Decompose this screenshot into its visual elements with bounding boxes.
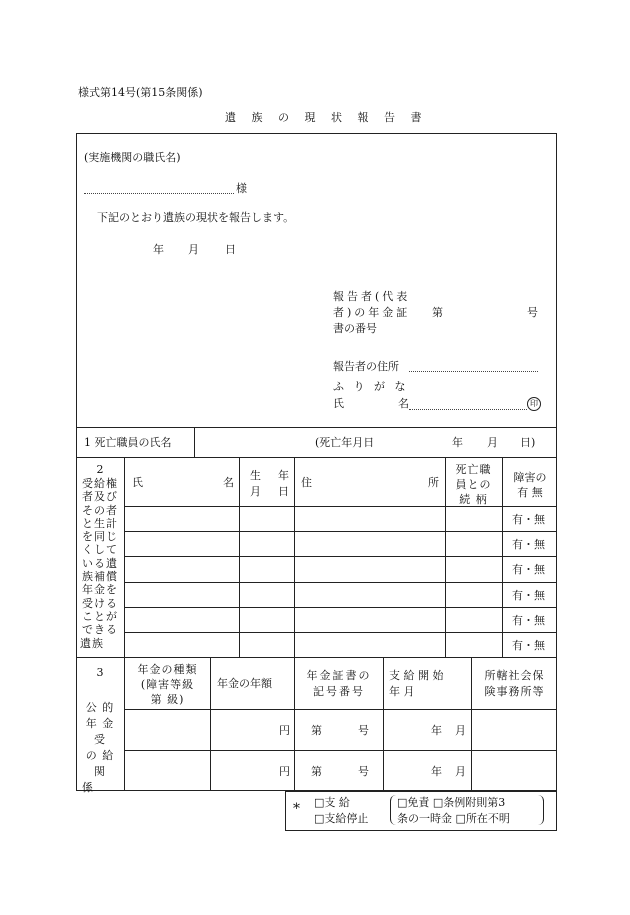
option-exempt[interactable]: □免責 □条例附則第3 bbox=[397, 796, 506, 809]
option-suspend[interactable]: □支給停止 bbox=[314, 812, 369, 825]
death-month: 月 bbox=[487, 436, 498, 449]
section2-number: 2 bbox=[96, 463, 104, 476]
row5-disability[interactable]: 有・無 bbox=[512, 614, 545, 627]
seal-icon: 印 bbox=[527, 397, 541, 411]
col-name-shi: 氏 bbox=[132, 476, 143, 489]
death-year: 年 bbox=[452, 436, 463, 449]
col-address-ju: 住 bbox=[301, 476, 312, 489]
col-address-sho: 所 bbox=[428, 476, 439, 489]
row1-yen: 円 bbox=[279, 724, 290, 737]
cert-label-1: 報告者(代表 bbox=[333, 290, 411, 303]
section1-label: 1 死亡職員の氏名 bbox=[84, 436, 172, 449]
row2-year: 年 bbox=[431, 765, 442, 778]
col-birth-1: 生 bbox=[250, 469, 261, 482]
row2-disability[interactable]: 有・無 bbox=[512, 538, 545, 551]
agency-name-line[interactable] bbox=[84, 193, 234, 194]
col-birth-4: 日 bbox=[278, 485, 289, 498]
form-number: 様式第14号(第15条関係) bbox=[78, 86, 203, 99]
death-day: 日) bbox=[520, 436, 536, 449]
col-office: 所轄社会保 険事務所等 bbox=[484, 669, 545, 698]
row1-dai: 第 bbox=[311, 724, 322, 737]
name-shi: 氏 bbox=[333, 397, 344, 410]
kana-label: ふ り が な bbox=[333, 380, 409, 393]
row2-go: 号 bbox=[358, 765, 369, 778]
row2-dai: 第 bbox=[311, 765, 322, 778]
col-name-mei: 名 bbox=[223, 476, 234, 489]
col-pay-start: 支 給 開 始 年 月 bbox=[389, 669, 444, 698]
name-mei: 名 bbox=[398, 397, 409, 410]
col-birth-2: 年 bbox=[278, 469, 289, 482]
row2-month: 月 bbox=[455, 765, 466, 778]
row1-disability[interactable]: 有・無 bbox=[512, 513, 545, 526]
name-line[interactable] bbox=[409, 409, 527, 410]
agency-label: (実施機関の職氏名) bbox=[84, 151, 181, 164]
cert-go: 号 bbox=[527, 306, 538, 319]
address-line[interactable] bbox=[409, 371, 538, 372]
honorific: 様 bbox=[236, 182, 247, 195]
col-birth-3: 月 bbox=[250, 485, 261, 498]
col-pension-amount: 年金の年額 bbox=[217, 677, 272, 690]
date-month: 月 bbox=[188, 243, 199, 256]
row3-disability[interactable]: 有・無 bbox=[512, 563, 545, 576]
statement: 下記のとおり遺族の現状を報告します。 bbox=[97, 211, 295, 224]
section3-label: 公 的 年 金 受 の 給 関 係 bbox=[82, 701, 115, 794]
row1-month: 月 bbox=[455, 724, 466, 737]
form-title: 遺 族 の 現 状 報 告 書 bbox=[225, 111, 428, 124]
option-pay[interactable]: □支 給 bbox=[314, 796, 350, 809]
cert-label-2: 者)の年金証 bbox=[333, 306, 411, 319]
cert-label-3: 書の番号 bbox=[333, 322, 377, 335]
asterisk: * bbox=[293, 801, 300, 817]
row4-disability[interactable]: 有・無 bbox=[512, 589, 545, 602]
death-date-label: (死亡年月日 bbox=[315, 436, 375, 449]
col-pension-type: 年金の種類 (障害等級 第 級) bbox=[137, 663, 198, 706]
row1-go: 号 bbox=[358, 724, 369, 737]
date-year: 年 bbox=[153, 243, 164, 256]
row1-year: 年 bbox=[431, 724, 442, 737]
date-day: 日 bbox=[225, 243, 236, 256]
section3-number: 3 bbox=[96, 666, 104, 679]
section2-label: 受給権 者及び その者 と生計 を同じ くして いる遺 族補償 年金を 受ける ことが できる 遺族 bbox=[80, 477, 118, 650]
col-pension-cert: 年金証書の 記号番号 bbox=[306, 669, 372, 698]
col-relation: 死亡職 員との 続 柄 bbox=[455, 463, 492, 506]
row2-yen: 円 bbox=[279, 765, 290, 778]
option-lump-sum[interactable]: 条の一時金 □所在不明 bbox=[397, 812, 510, 825]
cert-dai: 第 bbox=[432, 306, 443, 319]
address-label: 報告者の住所 bbox=[333, 360, 399, 373]
row6-disability[interactable]: 有・無 bbox=[512, 639, 545, 652]
col-disability: 障害の 有 無 bbox=[513, 471, 547, 499]
